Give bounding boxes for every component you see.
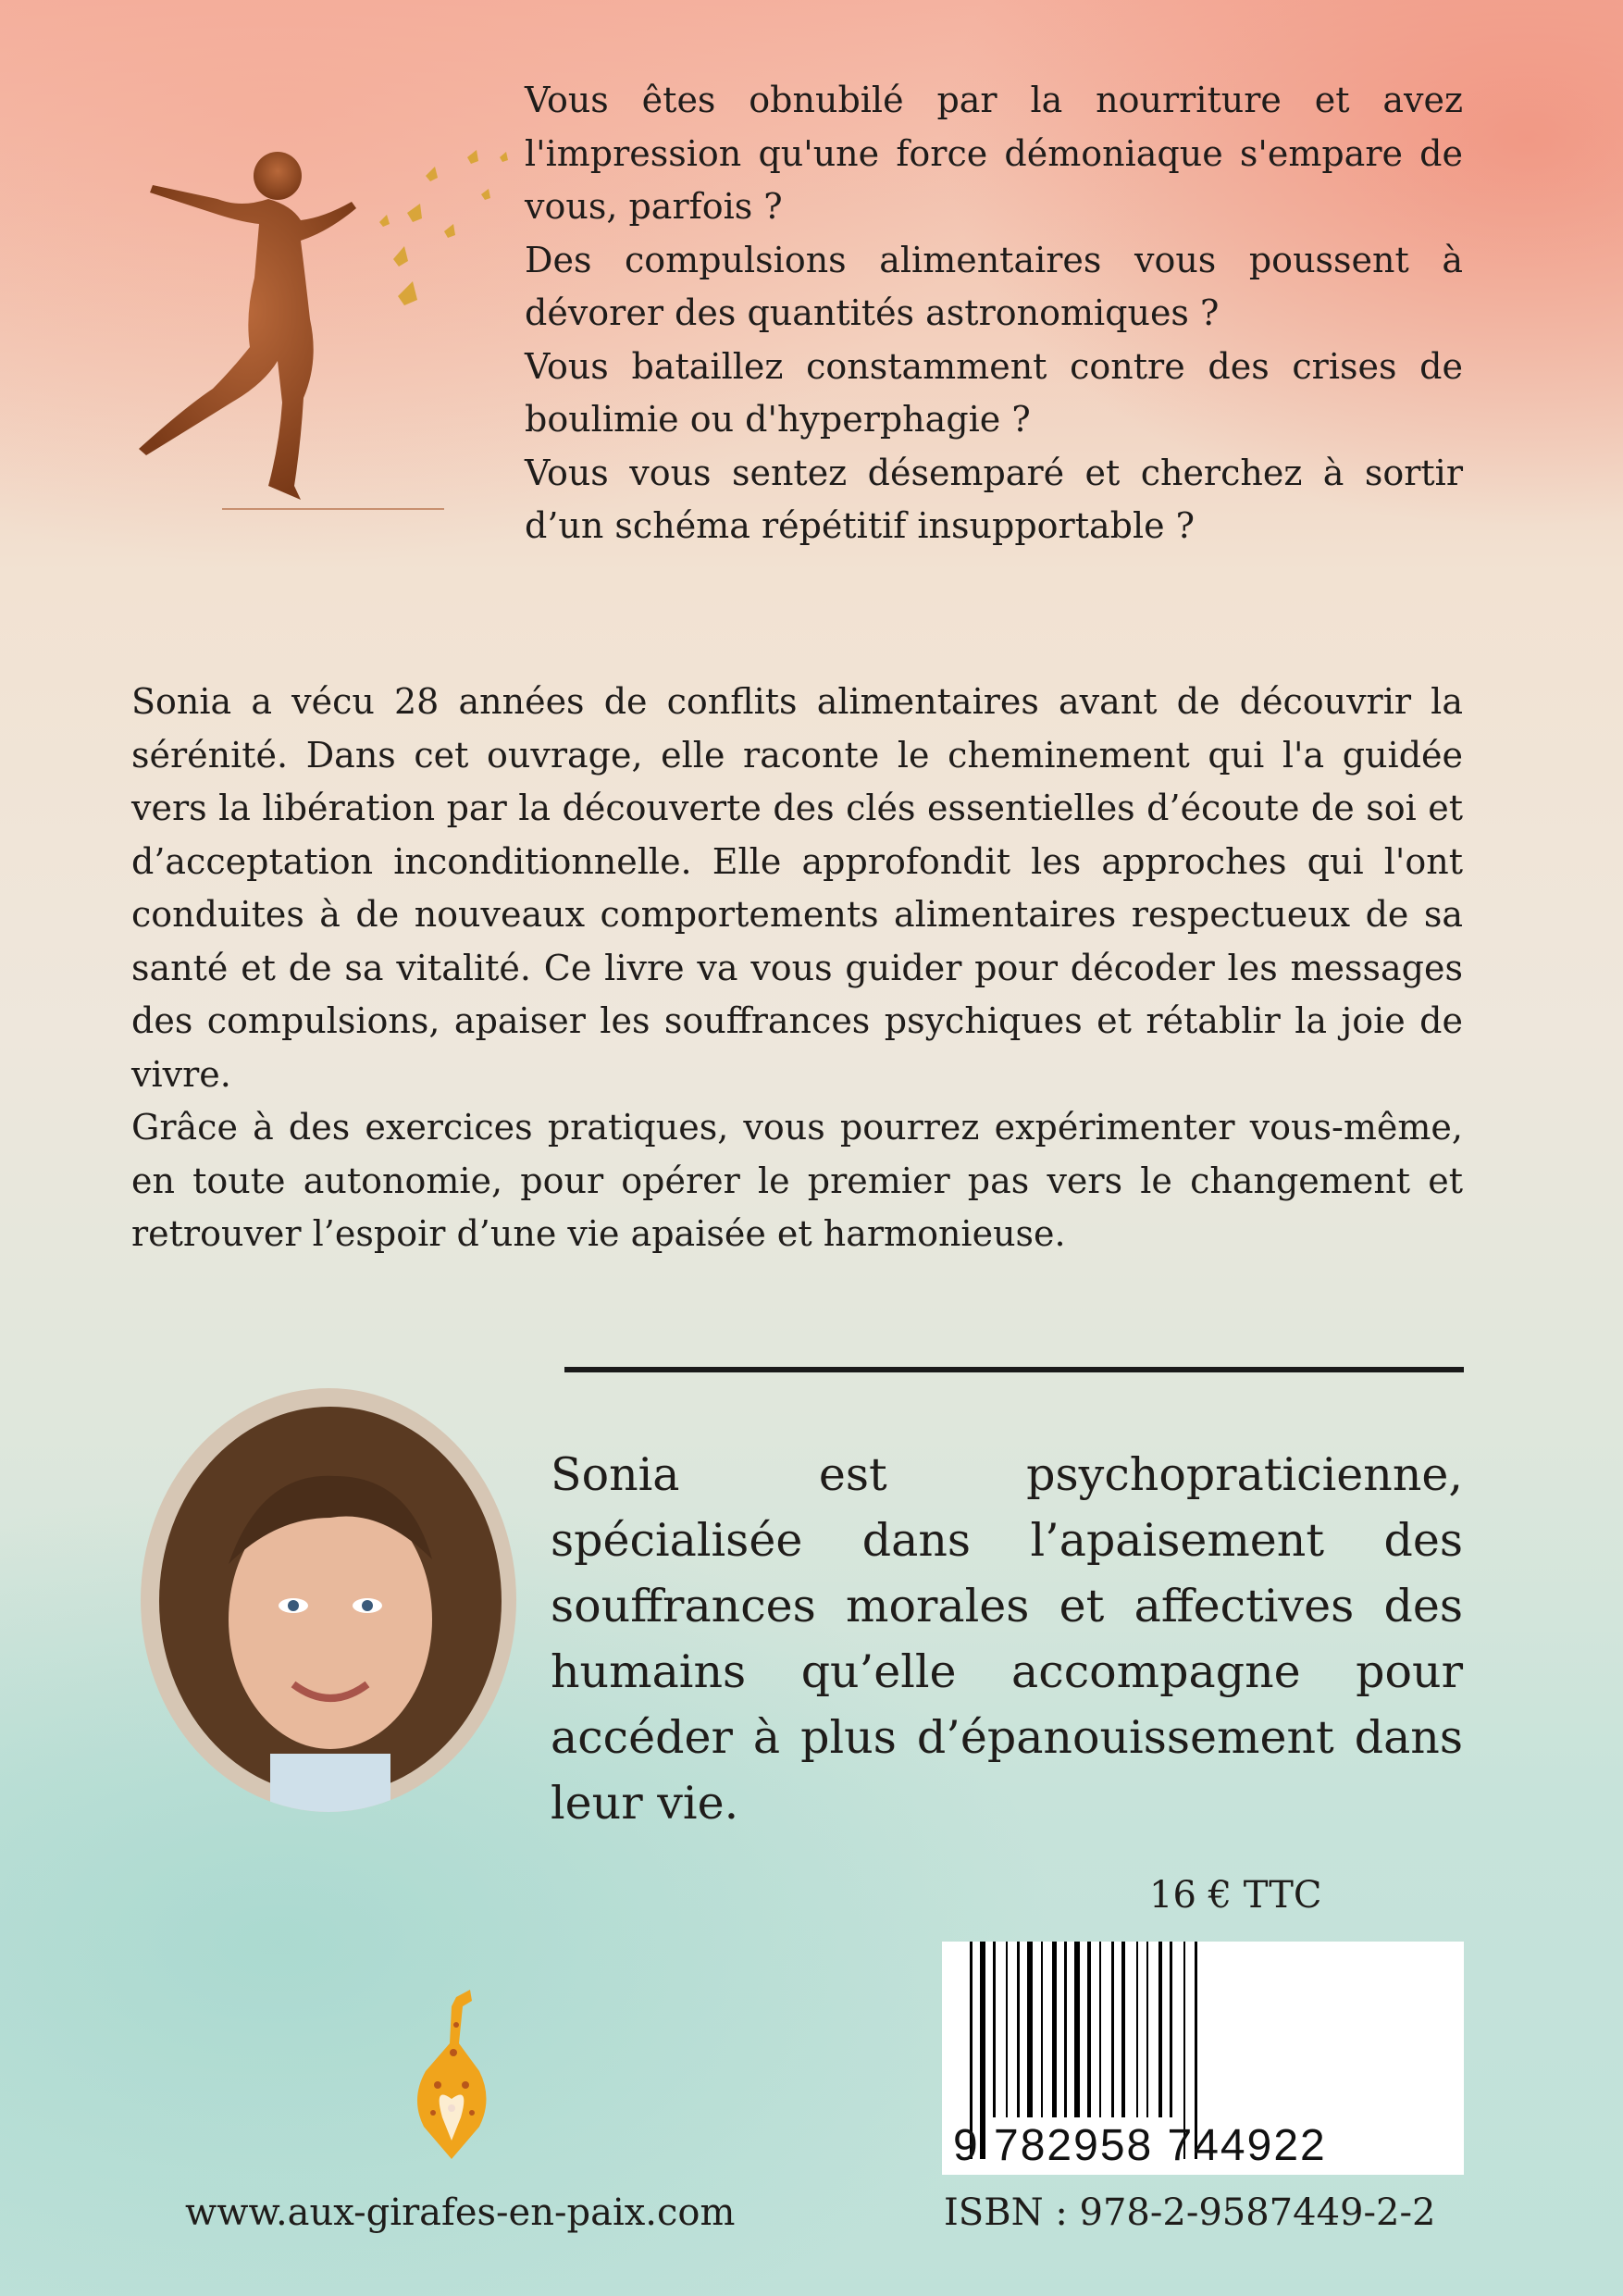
price-label: 16 € TTC xyxy=(1149,1874,1322,1917)
barcode-bar xyxy=(1099,1942,1101,2117)
barcode-bar xyxy=(1017,1942,1020,2117)
barcode-bar xyxy=(1064,1942,1067,2117)
barcode-bar xyxy=(1006,1942,1008,2117)
barcode-number: 9 782958 744922 xyxy=(953,2121,1327,2170)
barcode-bar xyxy=(1121,1942,1125,2117)
question-2: Des compulsions alimentaires vous poussent à dévorer des quantités astronomiques ? xyxy=(525,239,1463,333)
question-4: Vous vous sentez désemparé et cherchez à sortir d’un schéma répétitif insupportable ? xyxy=(525,452,1463,546)
barcode-bar xyxy=(1027,1942,1033,2117)
barcode-bar xyxy=(1074,1942,1080,2117)
author-bio: Sonia est psychopraticienne, spécialisée dans l’apaisement des souffrances morales et affectives des humains qu’elle accompagne pour accéder à plus d’épanouissement dans leur vie. xyxy=(551,1448,1463,1830)
dancer-illustration xyxy=(130,120,537,518)
author-photo xyxy=(141,1388,516,1812)
barcode-bar xyxy=(1158,1942,1162,2117)
giraffe-icon xyxy=(405,1979,498,2164)
barcode-bar xyxy=(1170,1942,1172,2117)
description-paragraph-2: Grâce à des exercices pratiques, vous pourrez expérimenter vous-même, en toute autonomie, pour opérer le premier pas vers le changement et retrouver l’espoir d’une vie apaisée et harmonieuse. xyxy=(131,1107,1463,1254)
description-paragraph-1: Sonia a vécu 28 années de conflits alimentaires avant de découvrir la sérénité. Dans cet ouvrage, elle raconte le cheminement qui l'a guidée vers la libération par la découverte des clés essentielles d’écoute de soi et d’acceptation inconditionnelle. Elle approfondit les approches qui l'ont conduites à de nouveaux comportements alimentaires respectueux de sa santé et de sa vitalité. Ce livre va vous guider pour décoder les messages des compulsions, apaiser les souffrances psychiques et rétablir la joie de vivre. xyxy=(131,681,1463,1095)
barcode-bar xyxy=(1136,1942,1138,2117)
book-description xyxy=(131,676,1463,1261)
question-3: Vous bataillez constamment contre des crises de boulimie ou d'hyperphagie ? xyxy=(525,345,1463,440)
barcode-bar xyxy=(993,1942,996,2117)
website-url[interactable]: www.aux-girafes-en-paix.com xyxy=(185,2191,736,2234)
isbn-text: ISBN : 978-2-9587449-2-2 xyxy=(944,2191,1436,2234)
section-divider xyxy=(564,1367,1464,1372)
question-1: Vous êtes obnubilé par la nourriture et avez l'impression qu'une force démoniaque s'empare de vous, parfois ? xyxy=(525,80,1463,227)
isbn-barcode xyxy=(942,1942,1464,2175)
barcode-bar xyxy=(1111,1942,1114,2117)
questions-block xyxy=(525,74,1463,553)
barcode-bar xyxy=(1041,1942,1043,2117)
barcode-bar xyxy=(1146,1942,1148,2117)
barcode-bar xyxy=(1087,1942,1091,2117)
barcode-bar xyxy=(1052,1942,1057,2117)
